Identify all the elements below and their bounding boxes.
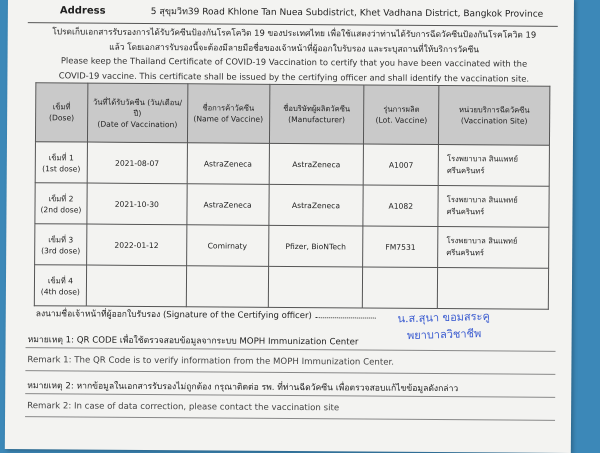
cell-lot: FM7531 xyxy=(363,226,438,268)
table-row xyxy=(35,183,549,228)
divider xyxy=(25,416,555,421)
intro-en-line-1: Please keep the Thailand Certificate of COVID-19 Vaccination to certify that you have been vaccinated with the xyxy=(60,55,528,69)
remark-2-english: Remark 2: In case of data correction, please contact the vaccination site xyxy=(27,401,340,414)
cell-manufacturer: Pfizer, BioNTech xyxy=(268,225,363,267)
address-row xyxy=(28,0,558,27)
cell-date: 2021-10-30 xyxy=(87,183,187,225)
cell-lot xyxy=(363,267,438,309)
signature-title: พยาบาลวิชาชีพ xyxy=(406,327,482,343)
cell-lot: A1082 xyxy=(363,185,438,227)
cell-site xyxy=(438,268,549,310)
cell-site: โรงพยาบาล สินแพทย์ ศรีนครินทร์ xyxy=(438,145,549,187)
remark-2-thai: หมายเหตุ 2: หากข้อมูลในเอกสารรับรองไม่ถูกต้อง กรุณาติดต่อ รพ. ที่ท่านฉีดวัคซีน เพื่อตรวจสอบแก้ไขข้อมูลดังกล่าว xyxy=(27,381,459,395)
cell-dose: เข็มที่ 3 (3rd dose) xyxy=(35,224,87,265)
signature-name: น.ส.สุนา ขอมสระคู xyxy=(397,309,491,326)
signature-label: ลงนามชื่อเจ้าหน้าที่ผู้ออกใบรับรอง (Signature of the Certifying officer) xyxy=(35,309,312,322)
cell-vaccine: Comirnaty xyxy=(186,225,268,267)
intro-text xyxy=(31,24,556,86)
address-label: Address xyxy=(59,5,106,17)
cell-dose: เข็มที่ 4 (4th dose) xyxy=(34,265,86,306)
divider xyxy=(25,370,555,375)
table-row xyxy=(34,265,548,310)
address-value: 5 สุขุมวิท39 Road Khlone Tan Nuea Subdistrict, Khet Vadhana District, Bangkok Province xyxy=(150,6,544,20)
handwritten-signature xyxy=(397,308,490,345)
header-lot: รุ่นการผลิต (Lot. Vaccine) xyxy=(364,85,439,145)
cell-date xyxy=(86,265,186,307)
table-header-row xyxy=(35,83,549,146)
cell-lot: A1007 xyxy=(364,144,439,186)
cell-vaccine xyxy=(186,266,268,308)
cell-date: 2021-08-07 xyxy=(87,142,187,184)
table-row xyxy=(35,142,549,187)
header-manufacturer: ชื่อบริษัทผู้ผลิตวัคซีน (Manufacturer) xyxy=(269,84,364,144)
cell-site: โรงพยาบาล สินแพทย์ ศรีนครินทร์ xyxy=(438,186,549,228)
header-vaccine: ชื่อการค้าวัคซีน (Name of Vaccine) xyxy=(187,84,269,144)
cell-dose: เข็มที่ 1 (1st dose) xyxy=(35,142,87,183)
cell-dose: เข็มที่ 2 (2nd dose) xyxy=(35,183,87,224)
table-row xyxy=(35,224,549,269)
cell-manufacturer: AstraZeneca xyxy=(268,184,363,226)
cell-manufacturer: AstraZeneca xyxy=(269,143,364,185)
intro-thai-line-2: แล้ว โดยเอกสารรับรองนี้จะต้องมีลายมือชื่อของเจ้าหน้าที่ผู้ออกใบรับรอง และระบุสถานที่ให้บริการวัคซีน xyxy=(109,41,480,54)
header-date: วันที่ได้รับวัคซีน (วัน/เดือน/ปี) (Date of Vaccination) xyxy=(87,83,187,143)
cell-manufacturer xyxy=(268,266,363,308)
intro-en-line-2: COVID-19 vaccine. This certificate shall be issued by the certifying officer and shall identify the vaccination site. xyxy=(58,69,530,84)
remark-1-english: Remark 1: The QR Code is to verify information from the MOPH Immunization Center. xyxy=(27,355,395,368)
header-dose: เข็มที่ (Dose) xyxy=(35,83,87,142)
signature-dots xyxy=(316,317,376,318)
certificate-paper xyxy=(5,0,574,453)
cell-vaccine: AstraZeneca xyxy=(187,184,269,226)
header-site: หน่วยบริการฉีดวัคซีน (Vaccination Site) xyxy=(439,86,550,146)
vaccination-table xyxy=(34,82,551,310)
remark-1-thai: หมายเหตุ 1: QR CODE เพื่อใช้ตรวจสอบข้อมูลจากระบบ MOPH Immunization Center xyxy=(27,335,359,348)
intro-thai-line-1: โปรดเก็บเอกสารรับรองการได้รับวัคซีนป้องกันโรคโควิด 19 ของประเทศไทย เพื่อใช้แสดงว่าท่านได้รับการฉีดวัคซีนป้องกันโรคโควิด 19 xyxy=(52,26,537,40)
cell-vaccine: AstraZeneca xyxy=(187,143,269,185)
cell-date: 2022-01-12 xyxy=(87,224,187,266)
cell-site: โรงพยาบาล สินแพทย์ ศรีนครินทร์ xyxy=(438,227,549,269)
